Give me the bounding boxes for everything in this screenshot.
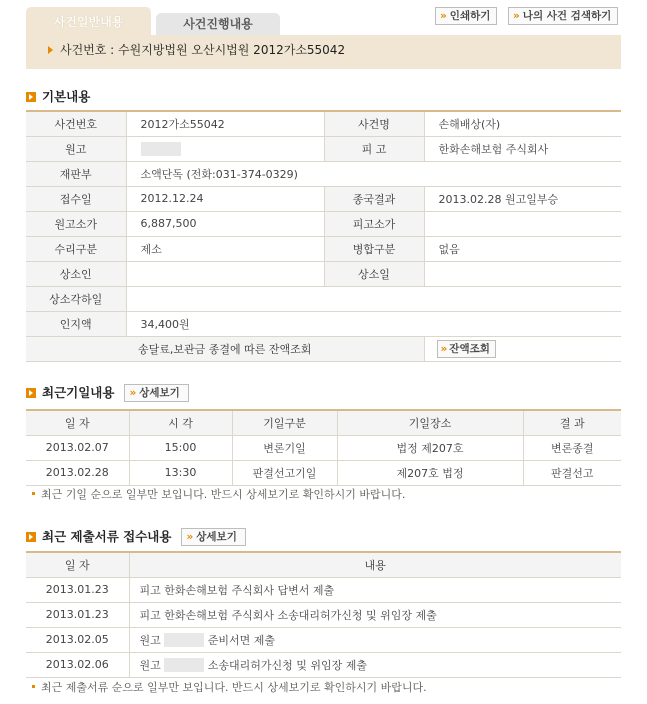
hearing-time: 15:00 [129,435,232,460]
my-case-search-button-label: 나의 사건 검색하기 [522,10,612,22]
value-filing-date: 2012.12.24 [126,186,324,211]
table-row [26,627,621,652]
section-bullet-icon [26,532,36,542]
document-content-text: 피고 한화손해보험 주식회사 답변서 제출 [139,583,335,597]
basic-info-table [26,110,621,362]
balance-inquiry-button-label: 잔액조회 [449,342,490,355]
redacted-block [141,142,181,156]
print-button[interactable] [435,7,497,25]
value-plaintiff [126,136,324,161]
hearing-result: 변론종결 [523,435,621,460]
hearings-note-text: 최근 기일 순으로 일부만 보입니다. 반드시 상세보기로 확인하시기 바랍니다. [41,488,406,501]
hearings-table [26,409,621,486]
tab-case-progress[interactable]: 사건진행내용 [156,13,280,35]
table-header-row [26,552,621,577]
document-content-text: 피고 한화손해보험 주식회사 소송대리허가신청 및 위임장 제출 [139,608,437,622]
document-content [129,577,621,602]
value-stamp-fee: 34,400원 [126,311,621,336]
document-date: 2013.02.05 [26,627,129,652]
value-case-name: 손해배상(자) [424,111,621,136]
col-header-hearing-place: 기일장소 [337,410,523,435]
documents-note [32,680,427,696]
label-final-result: 종국결과 [324,186,424,211]
hearing-time: 13:30 [129,460,232,485]
table-row [26,460,621,485]
value-appeal-date [424,261,621,286]
document-content-suffix: 준비서면 제출 [207,633,276,647]
document-date: 2013.01.23 [26,577,129,602]
label-plaintiff: 원고 [26,136,126,161]
col-header-date: 일 자 [26,410,129,435]
note-bullet-icon [32,492,35,495]
tab-case-general[interactable]: 사건일반내용 [26,7,151,35]
label-court-division: 재판부 [26,161,126,186]
col-header-date: 일 자 [26,552,129,577]
hearing-type: 판결선고기일 [232,460,337,485]
value-merge-type: 없음 [424,236,621,261]
label-plaintiff-claim: 원고소가 [26,211,126,236]
document-content [129,627,621,652]
col-header-result: 결 과 [523,410,621,435]
arrow-icon: » [440,10,447,22]
document-content [129,602,621,627]
label-defendant: 피 고 [324,136,424,161]
table-row [26,577,621,602]
table-header-row [26,410,621,435]
col-header-time: 시 각 [129,410,232,435]
print-button-label: 인쇄하기 [449,10,491,22]
hearing-result: 판결선고 [523,460,621,485]
label-case-number: 사건번호 [26,111,126,136]
arrow-icon: » [513,10,520,22]
value-final-result: 2013.02.28 원고일부승 [424,186,621,211]
arrow-icon: » [186,531,194,543]
table-row [26,311,621,336]
hearings-detail-button[interactable] [124,384,188,402]
label-case-name: 사건명 [324,111,424,136]
my-case-search-button[interactable] [508,7,618,25]
label-merge-type: 병합구분 [324,236,424,261]
documents-title-text: 최근 제출서류 접수내용 [42,529,172,544]
value-appellant [126,261,324,286]
value-appeal-dismissal-date [126,286,621,311]
case-number-bar [26,35,621,69]
table-row [26,236,621,261]
value-case-number: 2012가소55042 [126,111,324,136]
note-bullet-icon [32,685,35,688]
value-defendant: 한화손해보험 주식회사 [424,136,621,161]
balance-inquiry-button[interactable] [437,340,496,358]
redacted-block [164,633,204,647]
label-defendant-claim: 피고소가 [324,211,424,236]
table-row [26,161,621,186]
label-appellant: 상소인 [26,261,126,286]
hearing-place: 법정 제207호 [337,435,523,460]
table-row [26,286,621,311]
col-header-content: 내용 [129,552,621,577]
document-content-prefix: 원고 [139,658,161,672]
hearing-date: 2013.02.07 [26,435,129,460]
table-row [26,211,621,236]
label-stamp-fee: 인지액 [26,311,126,336]
table-row [26,186,621,211]
documents-detail-button-label: 상세보기 [196,531,237,543]
document-content-suffix: 소송대리허가신청 및 위임장 제출 [207,658,368,672]
basic-section-title [26,89,90,105]
triangle-icon [48,46,53,54]
hearing-date: 2013.02.28 [26,460,129,485]
documents-note-text: 최근 제출서류 순으로 일부만 보입니다. 반드시 상세보기로 확인하시기 바랍니다. [41,681,427,694]
hearing-type: 변론기일 [232,435,337,460]
documents-detail-button[interactable] [181,528,245,546]
table-row [26,261,621,286]
table-row [26,602,621,627]
label-appeal-dismissal-date: 상소각하일 [26,286,126,311]
documents-section-title [26,528,246,544]
table-row [26,111,621,136]
table-row [26,336,621,361]
redacted-block [164,658,204,672]
section-bullet-icon [26,388,36,398]
table-row [26,435,621,460]
document-date: 2013.02.06 [26,652,129,677]
hearings-detail-button-label: 상세보기 [139,387,180,399]
documents-table [26,551,621,678]
label-balance-inquiry: 송달료,보관금 종결에 따른 잔액조회 [26,336,424,361]
hearings-section-title [26,384,189,400]
table-row [26,652,621,677]
label-filing-date: 접수일 [26,186,126,211]
hearing-place: 제207호 법정 [337,460,523,485]
col-header-hearing-type: 기일구분 [232,410,337,435]
document-date: 2013.01.23 [26,602,129,627]
document-content [129,652,621,677]
section-bullet-icon [26,92,36,102]
arrow-icon: » [440,342,448,355]
table-row [26,136,621,161]
balance-inquiry-cell [424,336,621,361]
value-court-division: 소액단독 (전화:031-374-0329) [126,161,621,186]
basic-title-text: 기본내용 [42,89,91,104]
hearings-note [32,487,405,503]
tab-bar [26,7,621,35]
case-number-text: 사건번호 : 수원지방법원 오산시법원 2012가소55042 [60,43,346,57]
value-defendant-claim [424,211,621,236]
hearings-title-text: 최근기일내용 [42,385,115,400]
document-content-prefix: 원고 [139,633,161,647]
label-appeal-date: 상소일 [324,261,424,286]
value-plaintiff-claim: 6,887,500 [126,211,324,236]
label-acceptance-type: 수리구분 [26,236,126,261]
value-acceptance-type: 제소 [126,236,324,261]
arrow-icon: » [129,387,137,399]
